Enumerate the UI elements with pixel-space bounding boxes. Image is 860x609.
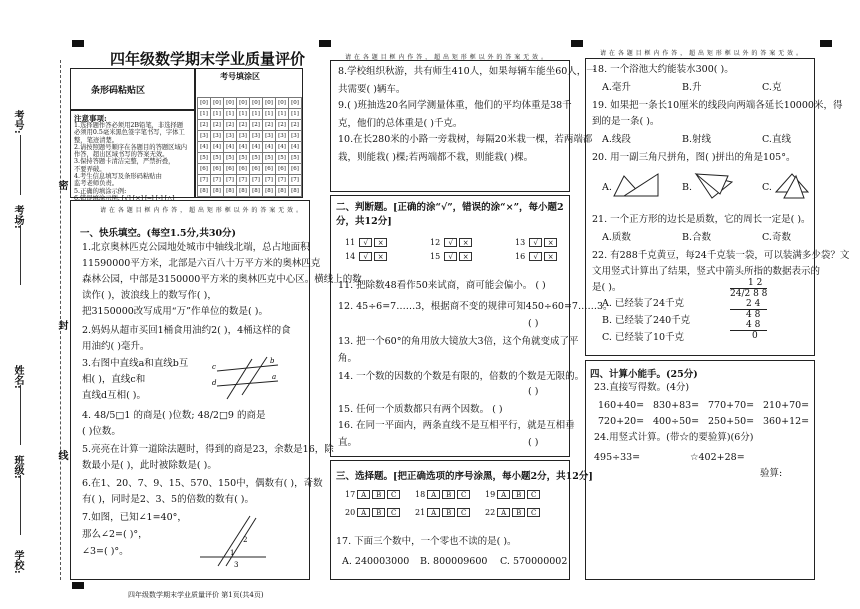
question-line: 7.如图，已知∠1=40°， [82,512,187,523]
q12: 12. 45÷6=7……3，根据商不变的规律可知450÷60=7……3。 [338,301,613,312]
judge-option-false[interactable]: × [544,238,557,247]
question-line: 共需要( )辆车。 [338,84,406,95]
choice-item [345,507,402,518]
judge-option-true[interactable]: √ [359,238,372,247]
notes-line: 作答，超出区域书写的答案无效。 [74,151,169,159]
q18-opt: A.毫升 [602,82,631,93]
q20-opt: A. [602,182,612,193]
choice-option-b[interactable]: B [372,490,385,499]
question-line: 角。 [338,353,358,364]
judge-option-true[interactable]: √ [529,238,542,247]
question-line: 5.亮亮在计算一道除法题时，得到的商是23，余数是16，除 [82,444,334,455]
q21-opt: A.质数 [602,232,631,243]
judge-number: 13 [515,238,526,247]
choice-option-c[interactable]: C [527,508,540,517]
question-line: 6.在1、20、7、9、15、570、150中，偶数有( )，奇数 [82,478,323,489]
calc-item: 830+83= [653,400,700,411]
q20-opt: C. [762,182,772,193]
question-line: 数最小是( )，此时被除数是( )。 [82,460,217,471]
svg-text:2: 2 [243,536,248,544]
class-label: 班级: [12,455,23,479]
q21-opt: C.奇数 [762,232,791,243]
choice-option-b[interactable]: B [442,508,455,517]
question-line: 直。 [338,437,358,448]
name-label: 姓名: [12,365,23,389]
question-line: 4. 48/5□1 的商是( )位数; 48/2□9 的商是 [82,410,266,421]
choice-item [485,489,542,500]
choice-option-c[interactable]: C [527,490,540,499]
svg-text:a: a [272,373,277,381]
calc-item: 250+50= [708,416,755,427]
judge-number: 14 [345,252,356,261]
notes-line: 必须用0.5毫米黑色签字笔书写，字体工 [74,129,185,137]
choice-option-c[interactable]: C [457,490,470,499]
svg-text:1: 1 [230,549,235,557]
div-r1: 2 4 [746,299,761,309]
choice-option-a[interactable]: A [497,508,510,517]
judge-option-true[interactable]: √ [444,252,457,261]
judge-option-true[interactable]: √ [529,252,542,261]
exam-number-grid[interactable]: [0] [0] [0] [0] [0] [0] [0] [0] [1] [1] [1] [1] [1] [1] [1] [1] [2] [2] [2] [2] [2] [2] [2] [2] [3] [3] [3] [3] [3] [3] [3] [3] [4] [4] [4] [4] [4] [4] [4] [4] [5] [5] [5] [5] [5] [5] [5] [5] [6] [6] [6] [6] [6] [6] [6] [6] [7] [7] [7] [7] [7] [7] [7] [7] [8] [8] [8] [8] [8] [8] [8] [8] [197,97,302,197]
choice-option-b[interactable]: B [442,490,455,499]
judge-item [345,237,389,248]
svg-text:3: 3 [234,561,239,567]
choice-item [485,507,542,518]
judge-item [430,237,474,248]
question-line: 克，他们的总体重是( )千克。 [338,118,463,129]
q22-opt: B. 已经装了240千克 [602,315,691,326]
room-label: 考场: [12,205,23,229]
judge-option-true[interactable]: √ [359,252,372,261]
judge-option-false[interactable]: × [374,252,387,261]
choice-option-c[interactable]: C [387,508,400,517]
q19-opt: B.射线 [682,134,712,145]
q22-opt: C. 已经装了10千克 [602,332,685,343]
calc-item: 210+70= [763,400,810,411]
question-line: 相( )，直线c和 [82,374,146,385]
q20: 20. 用一副三角尺拼角，图( )拼出的角是105°。 [592,152,796,163]
q17-opt-c: C. 570000002 [500,556,568,567]
calc-1: 495÷33= [594,452,641,463]
question-line: 把3150000改写成用“万”作单位的数是( )。 [82,306,268,317]
choice-item [415,489,472,500]
question-line: 2.妈妈从超市买回1桶食用油约2( )，4桶这样的食 [82,325,291,336]
question-line: 栽，则能栽( )棵;若两端都不栽，则能栽( )棵。 [338,152,534,163]
notice: 请 在 各 题 目 框 内 作 答 ， 超 出 矩 形 框 以 外 的 答 案 无 效 。 [600,50,803,57]
exam-area-label: 考号填涂区 [220,71,260,81]
notes-line: 3.保持答题卡清洁完整，严禁折叠， [74,158,175,166]
question-line: 9.( )班抽选20名同学测量体重，他们的平均体重是38千 [338,100,572,111]
notes-wrong: 6.错误填涂示例: [√] [×] [━] [-] [△] [74,194,175,202]
q17-opt-a: A. 240003000 [342,556,410,567]
question-line: 文用竖式计算出了结果，竖式中箭头所指的数据表示的 [592,266,821,277]
choice-option-b[interactable]: B [512,508,525,517]
question-line: 10.在长280米的小路一旁栽树，每隔20米栽一棵，若两端都 [338,134,593,145]
judge-item [515,251,559,262]
question-line: 13. 把一个60°的角用放大镜放大3倍，这个角就变成了平 [338,336,579,347]
judge-number: 11 [345,238,356,247]
choice-option-a[interactable]: A [497,490,510,499]
part2-title: 二、判断题。[正确的涂“√”，错误的涂“×”，每小题2分，共12分] [336,202,564,227]
q20-opt: B. [682,182,693,193]
q18-opt: B.升 [682,82,702,93]
part4-title: 四、计算小能手。(25分) [590,369,698,380]
notes-line: 1.选择题作答必须用2B铅笔，非选择题 [74,122,184,129]
exam-number-area [195,68,303,198]
judge-option-false[interactable]: × [544,252,557,261]
q17-opt-b: B. 800009600 [420,556,488,567]
question-line: 22. 有288千克黄豆，每24千克装一袋，可以装满多少袋？文 [592,250,850,261]
choice-option-c[interactable]: C [457,508,470,517]
choice-item [415,507,472,518]
svg-text:c: c [212,363,216,371]
notes-box [70,110,195,202]
q21: 21. 一个正方形的边长是质数，它的周长一定是( )。 [592,214,811,225]
notes-line: 2.请按照题号顺序在各题目的答题区域内 [74,143,188,151]
choice-item [345,489,402,500]
triangle-figure-b [692,170,737,202]
choice-option-a[interactable]: A [357,490,370,499]
q17: 17. 下面三个数中，一个零也不读的是( )。 [336,536,517,547]
div-dividend: 24/2 8 8 [730,289,768,299]
exam-no-label: 考号: [12,110,23,134]
choice-number: 19 [485,490,496,499]
question-line: 到的是一条( )。 [592,116,660,127]
judge-number: 15 [430,252,441,261]
calc-2: ☆402+28= [690,452,745,463]
notes-line: 4.考生信息填写及条形码粘贴由 [74,173,162,181]
judge-item [515,237,559,248]
choice-option-a[interactable]: A [427,508,440,517]
choice-option-c[interactable]: C [387,490,400,499]
judge-option-true[interactable]: √ [444,238,457,247]
q18-opt: C.克 [762,82,782,93]
q14-paren: ( ) [528,386,539,397]
judge-number: 12 [430,238,441,247]
notes-title: 注意事项: [74,114,107,123]
q11: 11. 把除数48看作50来试商，商可能会偏小。 ( ) [338,280,546,291]
question-line: 19. 如果把一条长10厘米的线段向两端各延长10000米，得 [592,100,843,111]
triangle-figure-c [772,170,812,202]
question-line: 读作( )，波浪线上的数写作( )， [82,290,217,301]
choice-option-b[interactable]: B [512,490,525,499]
q23: 23.直接写得数。(4分) [594,382,690,393]
page-footer: 四年级数学期末学业质量评价 第1页(共4页) [128,591,264,599]
seal-char: 密 [56,180,67,190]
calc-item: 160+40= [598,400,645,411]
q14: 14. 一个数的因数的个数是有限的，倍数的个数是无限的。 [338,371,585,382]
angle-figure [200,512,268,567]
svg-text:d: d [212,379,217,387]
page-title: 四年级数学期末学业质量评价 [110,50,306,68]
check-label: 验算: [760,468,783,479]
q24: 24.用竖式计算。(带☆的要验算)(6分) [594,432,754,443]
choice-number: 20 [345,508,356,517]
choice-number: 18 [415,490,426,499]
q19-opt: A.线段 [602,134,631,145]
q12-paren: ( ) [528,318,539,329]
div-r2: 4 8 [730,309,767,320]
question-line: ∠3=( )°。 [82,546,129,557]
q18: 18. 一个浴池大约能装水300( )。 [592,64,734,75]
notes-line: 监考老师负责。 [74,180,119,188]
choice-option-b[interactable]: B [372,508,385,517]
q21-opt: B.合数 [682,232,712,243]
question-line: 那么∠2=( )°， [82,529,148,540]
long-division [730,278,767,341]
choice-number: 21 [415,508,426,517]
question-line: 3.右图中直线a和直线b互 [82,358,189,369]
question-line: 直线d互相( )。 [82,390,147,401]
div-r3: 4 8 [746,320,761,330]
q22-opt: A. 已经装了24千克 [602,298,684,309]
judge-option-false[interactable]: × [374,238,387,247]
q19-opt: C.直线 [762,134,791,145]
seal-char: 线 [56,450,67,460]
choice-option-a[interactable]: A [357,508,370,517]
school-label: 学校: [12,550,23,574]
part3-title: 三、选择题。[把正确选项的序号涂黑，每小题2分，共12分] [336,471,593,482]
barcode-area [70,68,195,110]
q16-paren: ( ) [528,437,539,448]
calc-item: 770+70= [708,400,755,411]
question-line: 有( )，同时是2、3、5的倍数的数有( )。 [82,494,254,505]
seal-char: 封 [56,320,67,330]
question-line: 用油约( )毫升。 [82,341,150,352]
judge-number: 16 [515,252,526,261]
choice-number: 22 [485,508,496,517]
calc-item: 720+20= [598,416,645,427]
notes-line: 5.正确的填涂示例: [74,187,127,195]
barcode-label: 条形码粘贴区 [91,86,146,96]
notes-lines [74,122,187,202]
div-quotient: 1 2 [748,278,763,288]
judge-item [345,251,389,262]
question-line: 森林公园，中部是3150000平方米的奥林匹克中心区。横线上的数 [82,274,362,285]
question-line: 11590000平方米，北部是六百八十万平方米的奥林匹克 [82,258,321,269]
q15: 15. 任何一个质数都只有两个因数。 ( ) [338,404,503,415]
notice: 请 在 各 题 目 框 内 作 答 ， 超 出 矩 形 框 以 外 的 答 案 无 效 。 [345,54,548,61]
div-rem: 0 [730,330,767,341]
judge-option-false[interactable]: × [459,252,472,261]
calc-item: 360+12= [763,416,810,427]
choice-option-a[interactable]: A [427,490,440,499]
question-line: 16. 在同一平面内，两条直线不是互相平行，就是互相垂 [338,420,575,431]
choice-number: 17 [345,490,356,499]
notice: 请 在 各 题 目 框 内 作 答 ， 超 出 矩 形 框 以 外 的 答 案 无 效 。 [100,207,303,214]
svg-text:b: b [270,357,275,365]
calc-item: 400÷50= [653,416,700,427]
question-line: 是( )。 [592,282,622,293]
notes-line: 整，笔迹清楚。 [74,136,119,144]
lines-figure [212,355,282,400]
judge-option-false[interactable]: × [459,238,472,247]
judge-item [430,251,474,262]
notes-line: 不要弄破。 [74,165,106,173]
question-line: ( )位数。 [82,426,121,437]
part1-title: 一、快乐填空。(每空1.5分,共30分) [80,228,237,239]
triangle-figure-a [612,172,662,200]
question-line: 1.北京奥林匹克公园地处城市中轴线北端，总占地面积 [82,242,310,253]
question-line: 8.学校组织秋游，共有师生410人，如果每辆车能坐60人，一 [338,66,596,77]
